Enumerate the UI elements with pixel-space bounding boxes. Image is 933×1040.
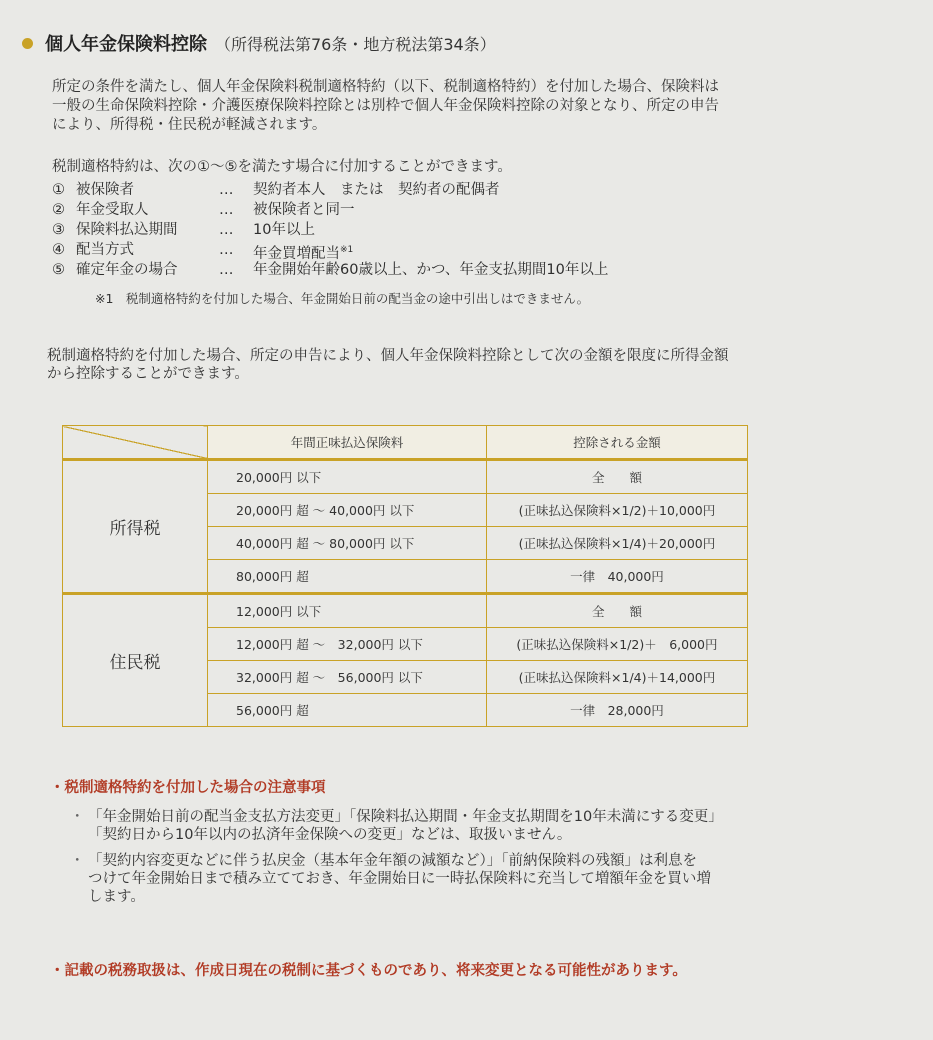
condition-label: 確定年金の場合	[76, 262, 178, 278]
condition-leader: …	[219, 242, 234, 258]
amount-cell: (正味払込保険料×1/4)＋14,000円	[486, 661, 747, 694]
condition-leader: …	[219, 222, 234, 238]
group-label-resident-tax: 住民税	[63, 594, 208, 727]
condition-leader: …	[219, 202, 234, 218]
range-cell: 20,000円 以下	[208, 460, 487, 494]
final-note: ・記載の税務取扱は、作成日現在の税制に基づくものであり、将来変更となる可能性があります。	[50, 963, 687, 979]
condition-label: 配当方式	[76, 242, 134, 258]
caution-title: ・税制適格特約を付加した場合の注意事項	[50, 780, 326, 796]
column-header-premium: 年間正味払込保険料	[208, 426, 487, 460]
condition-value: 契約者本人 または 契約者の配偶者	[253, 182, 500, 198]
table-header-row	[63, 426, 748, 460]
section-subtitle: （所得税法第76条・地方税法第34条）	[215, 34, 496, 54]
range-cell: 80,000円 超	[208, 560, 487, 594]
condition-item	[52, 260, 608, 280]
range-cell: 12,000円 以下	[208, 594, 487, 628]
caution-bullet: ・	[70, 809, 85, 825]
condition-leader: …	[219, 182, 234, 198]
section-heading	[22, 30, 496, 56]
caution-text	[88, 852, 711, 906]
conditions-list	[52, 180, 608, 280]
amount-cell: (正味払込保険料×1/2)＋ 6,000円	[486, 628, 747, 661]
condition-item	[52, 220, 608, 240]
caution-item	[70, 808, 890, 844]
condition-leader: …	[219, 262, 234, 278]
caution-bullet: ・	[70, 853, 85, 869]
range-cell: 12,000円 超 ～ 32,000円 以下	[208, 628, 487, 661]
condition-label: 年金受取人	[76, 202, 149, 218]
caution-list	[70, 808, 890, 914]
deduction-lead-line: から控除することができます。	[47, 366, 249, 382]
condition-label: 被保険者	[76, 182, 134, 198]
condition-number: ③	[52, 222, 65, 238]
caution-line: 「年金開始日前の配当金支払方法変更」「保険料払込期間・年金支払期間を10年未満にする変更」	[88, 809, 723, 825]
condition-number: ②	[52, 202, 65, 218]
caution-line: します。	[88, 889, 145, 905]
amount-cell: (正味払込保険料×1/4)＋20,000円	[486, 527, 747, 560]
conditions-lead: 税制適格特約は、次の①～⑤を満たす場合に付加することができます。	[52, 159, 512, 175]
deduction-lead	[47, 347, 897, 383]
table-row	[63, 460, 748, 494]
intro-line: により、所得税・住民税が軽減されます。	[52, 117, 327, 133]
deduction-table	[62, 425, 748, 727]
caution-text	[88, 808, 723, 844]
condition-value	[253, 240, 353, 260]
intro-line: 所定の条件を満たし、個人年金保険料税制適格特約（以下、税制適格特約）を付加した場合、保険料は	[52, 79, 719, 95]
intro-line: 一般の生命保険料控除・介護医療保険料控除とは別枠で個人年金保険料控除の対象となり、所定の申告	[52, 98, 719, 114]
amount-cell: 全 額	[486, 594, 747, 628]
table-corner-cell	[63, 426, 208, 460]
condition-number: ①	[52, 182, 65, 198]
condition-item	[52, 180, 608, 200]
condition-number: ⑤	[52, 262, 65, 278]
range-cell: 56,000円 超	[208, 694, 487, 727]
footnote-mark: ※1	[340, 245, 354, 255]
condition-value: 被保険者と同一	[253, 202, 355, 218]
footnote: ※1 税制適格特約を付加した場合、年金開始日前の配当金の途中引出しはできません。	[95, 291, 590, 306]
table-row	[63, 594, 748, 628]
condition-item	[52, 200, 608, 220]
condition-label: 保険料払込期間	[76, 222, 178, 238]
condition-number: ④	[52, 242, 65, 258]
caution-line: つけて年金開始日まで積み立てておき、年金開始日に一時払保険料に充当して増額年金を買い増	[88, 871, 711, 887]
condition-value-text: 年金買増配当	[253, 245, 340, 262]
group-label-income-tax: 所得税	[63, 460, 208, 594]
column-header-amount: 控除される金額	[486, 426, 747, 460]
amount-cell: 一律 28,000円	[486, 694, 747, 727]
caution-item	[70, 852, 890, 906]
range-cell: 40,000円 超 ～ 80,000円 以下	[208, 527, 487, 560]
amount-cell: 全 額	[486, 460, 747, 494]
condition-item	[52, 240, 608, 260]
range-cell: 32,000円 超 ～ 56,000円 以下	[208, 661, 487, 694]
intro-paragraph	[52, 78, 892, 135]
caution-line: 「契約内容変更などに伴う払戻金（基本年金年額の減額など）」「前納保険料の残額」は利息を	[88, 853, 697, 869]
amount-cell: 一律 40,000円	[486, 560, 747, 594]
caution-line: 「契約日から10年以内の払済年金保険への変更」などは、取扱いません。	[88, 827, 572, 843]
bullet-icon	[22, 38, 33, 49]
amount-cell: (正味払込保険料×1/2)＋10,000円	[486, 494, 747, 527]
condition-value: 10年以上	[253, 222, 315, 238]
deduction-lead-line: 税制適格特約を付加した場合、所定の申告により、個人年金保険料控除として次の金額を限度に所得金額	[47, 348, 729, 364]
section-title: 個人年金保険料控除	[45, 34, 207, 55]
condition-value: 年金開始年齢60歳以上、かつ、年金支払期間10年以上	[253, 262, 609, 278]
range-cell: 20,000円 超 ～ 40,000円 以下	[208, 494, 487, 527]
